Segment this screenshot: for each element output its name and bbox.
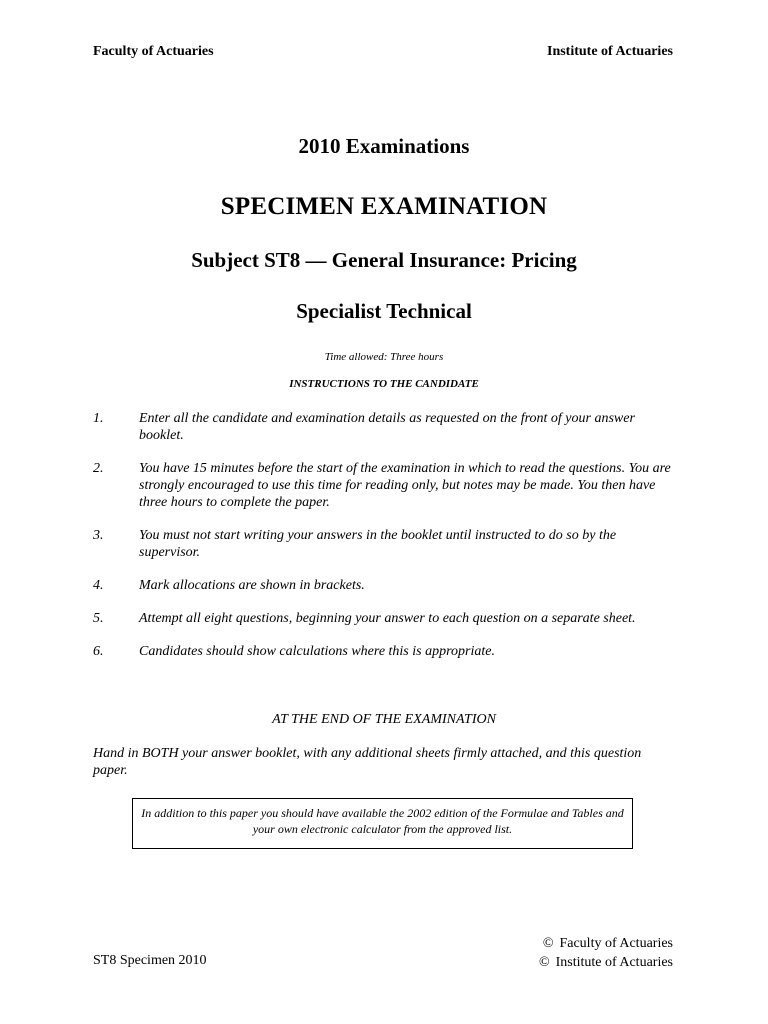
list-item — [93, 460, 678, 511]
instructions-list — [93, 410, 678, 676]
item-number: 2. — [93, 461, 104, 476]
header-right: Institute of Actuaries — [547, 44, 673, 59]
notice-box — [132, 798, 633, 849]
item-text: Enter all the candidate and examination details as requested on the front of your answer booklet. — [139, 411, 635, 443]
time-allowed: Time allowed: Three hours — [324, 351, 444, 363]
item-text: You must not start writing your answers in the booklet until instructed to do so by the supervisor. — [139, 528, 617, 560]
subject-level: Specialist Technical — [296, 299, 472, 323]
instructions-heading: INSTRUCTIONS TO THE CANDIDATE — [289, 378, 479, 390]
item-number: 4. — [93, 578, 104, 593]
hand-in-instructions: Hand in BOTH your answer booklet, with any additional sheets firmly attached, and this question paper. — [93, 746, 642, 778]
item-number: 3. — [93, 528, 104, 543]
copyright-holder-1: Faculty of Actuaries — [559, 936, 673, 951]
exam-year: 2010 Examinations — [298, 134, 470, 158]
list-item — [93, 610, 678, 627]
item-number: 1. — [93, 411, 104, 426]
item-text: Candidates should show calculations where this is appropriate. — [139, 644, 495, 659]
item-text: Mark allocations are shown in brackets. — [139, 578, 365, 593]
list-item — [93, 643, 678, 660]
header-left: Faculty of Actuaries — [93, 44, 214, 59]
footer-copyright — [539, 934, 673, 972]
list-item — [93, 527, 678, 561]
copyright-icon: © — [538, 955, 550, 970]
exam-title: SPECIMEN EXAMINATION — [220, 193, 548, 220]
notice-text: In addition to this paper you should have available the 2002 edition of the Formulae and Tables and your own electronic calculator from the approved list. — [141, 806, 624, 836]
list-item — [93, 410, 678, 444]
footer-paper-code: ST8 Specimen 2010 — [93, 953, 207, 968]
list-item — [93, 577, 678, 594]
copyright-icon: © — [542, 936, 554, 951]
subject-title: Subject ST8 — General Insurance: Pricing — [191, 248, 577, 272]
end-of-exam-heading: AT THE END OF THE EXAMINATION — [272, 712, 496, 727]
item-number: 5. — [93, 611, 104, 626]
item-text: Attempt all eight questions, beginning your answer to each question on a separate sheet. — [139, 611, 636, 626]
item-number: 6. — [93, 644, 104, 659]
copyright-holder-2: Institute of Actuaries — [555, 955, 673, 970]
item-text: You have 15 minutes before the start of the examination in which to read the questions. You are strongly encouraged to use this time for reading only, but notes may be made. You then have three hours to complete the paper. — [139, 461, 671, 510]
